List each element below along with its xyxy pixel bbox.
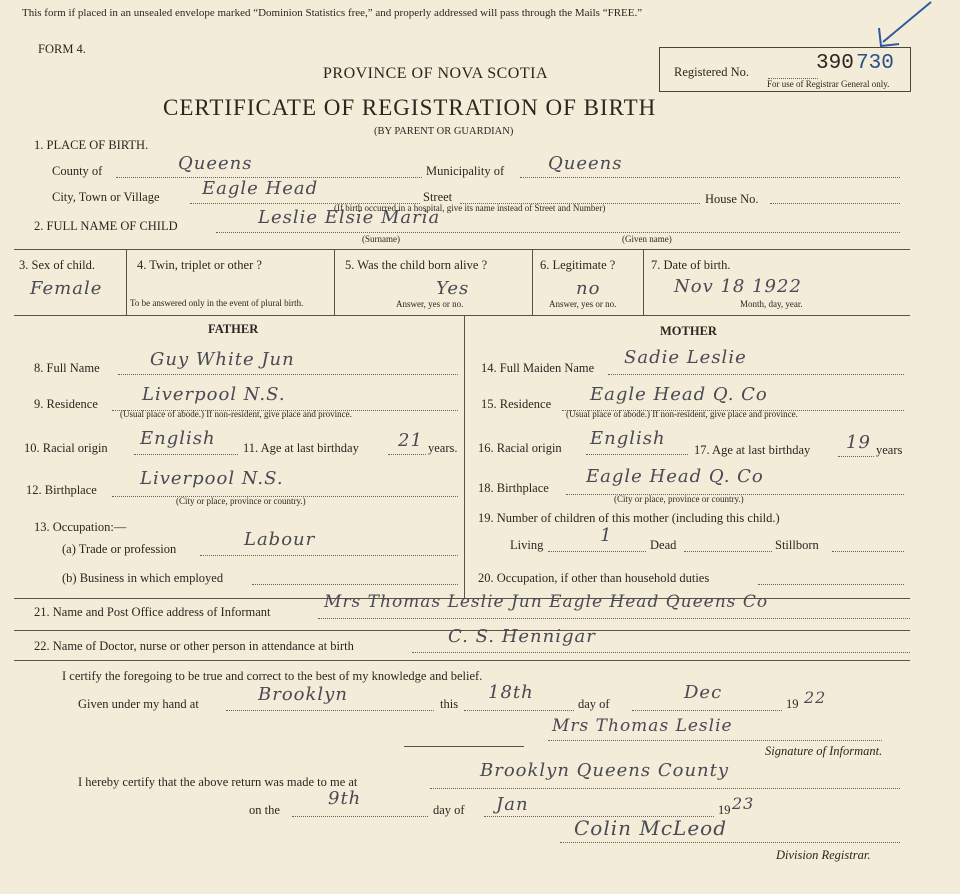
dead-label: Dead [650, 538, 677, 552]
date-of-birth-note: Month, day, year. [740, 299, 803, 309]
city-label: City, Town or Village [52, 190, 160, 204]
informant-signature-label: Signature of Informant. [765, 744, 883, 758]
day-of-label: day of [578, 697, 610, 711]
county-value: Queens [178, 153, 253, 174]
father-birthplace-value: Liverpool N.S. [140, 468, 284, 489]
registrar-text: I hereby certify that the above return was made to me at [78, 775, 358, 789]
twin-note: To be answered only in the event of plural birth. [130, 298, 304, 308]
informant-signature: Mrs Thomas Leslie [552, 716, 733, 736]
trade-value: Labour [244, 529, 316, 550]
born-alive-label: 5. Was the child born alive ? [345, 258, 488, 272]
mother-age-value: 19 [846, 432, 871, 453]
mother-residence-label: 15. Residence [481, 397, 552, 411]
father-years-label: years. [428, 441, 458, 455]
mail-notice: This form if placed in an unsealed envelope marked “Dominion Statistics free,” and properly addressed will pass through the Mails “FREE.” [22, 7, 643, 19]
father-name-label: 8. Full Name [34, 361, 100, 375]
mother-name-value: Sadie Leslie [624, 347, 747, 368]
mother-age-label: 17. Age at last birthday [694, 443, 811, 457]
registrar-place-value: Brooklyn Queens County [480, 760, 730, 781]
father-age-value: 21 [398, 430, 423, 451]
given-under-label: Given under my hand at [78, 697, 199, 711]
father-residence-note: (Usual place of abode.) If non-resident, give place and province. [120, 409, 352, 419]
child-name-label: 2. FULL NAME OF CHILD [34, 219, 178, 233]
this-label: this [440, 697, 459, 711]
mother-occupation-label: 20. Occupation, if other than household duties [478, 571, 710, 585]
registered-label: Registered No. [674, 65, 749, 79]
child-name-value: Leslie Elsie Maria [258, 207, 441, 228]
sex-label: 3. Sex of child. [19, 258, 96, 272]
city-value: Eagle Head [202, 178, 319, 199]
mother-residence-value: Eagle Head Q. Co [590, 384, 768, 405]
province-title: PROVINCE OF NOVA SCOTIA [323, 65, 549, 82]
given-name-note: (Given name) [622, 234, 672, 244]
legitimate-value: no [576, 278, 601, 299]
father-residence-value: Liverpool N.S. [142, 384, 286, 405]
house-label: House No. [705, 192, 759, 206]
occupation-label: 13. Occupation:— [34, 520, 127, 534]
registrar-signature: Colin McLeod [574, 816, 728, 840]
given-day-value: 18th [488, 682, 534, 703]
mother-years-label: years [876, 443, 903, 457]
mother-racial-label: 16. Racial origin [478, 441, 562, 455]
municipality-label: Municipality of [426, 164, 505, 178]
born-alive-note: Answer, yes or no. [396, 299, 464, 309]
date-of-birth-label: 7. Date of birth. [651, 258, 731, 272]
informant-label: 21. Name and Post Office address of Informant [34, 605, 271, 619]
mother-birthplace-label: 18. Birthplace [478, 481, 549, 495]
legitimate-label: 6. Legitimate ? [540, 258, 616, 272]
mother-birthplace-note: (City or place, province or country.) [614, 494, 744, 504]
stillborn-label: Stillborn [775, 538, 819, 552]
doctor-value: C. S. Hennigar [448, 626, 596, 647]
given-year-suffix: 22 [804, 688, 827, 707]
father-heading: FATHER [208, 322, 259, 336]
certify-text: I certify the foregoing to be true and correct to the best of my knowledge and belief. [62, 669, 483, 683]
registered-number-blue: 730 [856, 52, 894, 75]
place-of-birth-label: 1. PLACE OF BIRTH. [34, 138, 149, 152]
registrar-month-value: Jan [496, 794, 529, 815]
legitimate-note: Answer, yes or no. [549, 299, 617, 309]
registrar-day-of-label: day of [433, 803, 465, 817]
registered-number-stamp: 390 [816, 52, 854, 75]
trade-label: (a) Trade or profession [62, 542, 177, 556]
county-label: County of [52, 164, 103, 178]
blue-arrow-mark [865, 0, 935, 56]
registrar-year-suffix: 23 [732, 794, 755, 813]
municipality-value: Queens [548, 153, 623, 174]
division-registrar-label: Division Registrar. [776, 848, 871, 862]
registrar-day-value: 9th [328, 788, 362, 809]
born-alive-value: Yes [436, 278, 470, 299]
hospital-note: (If birth occurred in a hospital, give its name instead of Street and Number) [334, 203, 606, 213]
father-birthplace-label: 12. Birthplace [26, 483, 97, 497]
mother-name-label: 14. Full Maiden Name [481, 361, 595, 375]
date-of-birth-value: Nov 18 1922 [674, 276, 802, 297]
given-place-value: Brooklyn [258, 684, 348, 705]
living-label: Living [510, 538, 544, 552]
surname-note: (Surname) [362, 234, 400, 244]
father-birthplace-note: (City or place, province or country.) [176, 496, 306, 506]
father-racial-value: English [140, 428, 216, 449]
subtitle: (BY PARENT OR GUARDIAN) [374, 126, 514, 137]
sex-value: Female [30, 278, 103, 299]
page-title: CERTIFICATE OF REGISTRATION OF BIRTH [163, 95, 657, 120]
mother-heading: MOTHER [660, 324, 717, 338]
father-residence-label: 9. Residence [34, 397, 98, 411]
father-age-label: 11. Age at last birthday [243, 441, 359, 455]
on-the-label: on the [249, 803, 280, 817]
children-count-label: 19. Number of children of this mother (including this child.) [478, 511, 780, 525]
living-value: 1 [600, 525, 613, 546]
given-month-value: Dec [684, 682, 723, 703]
form-number: FORM 4. [38, 42, 86, 56]
doctor-label: 22. Name of Doctor, nurse or other person in attendance at birth [34, 639, 354, 653]
mother-residence-note: (Usual place of abode.) If non-resident, give place and province. [566, 409, 798, 419]
registrar-use-note: For use of Registrar General only. [767, 79, 890, 89]
father-racial-label: 10. Racial origin [24, 441, 108, 455]
informant-value: Mrs Thomas Leslie Jun Eagle Head Queens Co [324, 592, 769, 612]
street-label: Street [423, 190, 453, 204]
father-name-value: Guy White Jun [150, 349, 295, 370]
registrar-year-prefix: 19 [718, 803, 731, 817]
twin-label: 4. Twin, triplet or other ? [137, 258, 262, 272]
given-year-prefix: 19 [786, 697, 799, 711]
business-label: (b) Business in which employed [62, 571, 224, 585]
mother-racial-value: English [590, 428, 666, 449]
mother-birthplace-value: Eagle Head Q. Co [586, 466, 764, 487]
